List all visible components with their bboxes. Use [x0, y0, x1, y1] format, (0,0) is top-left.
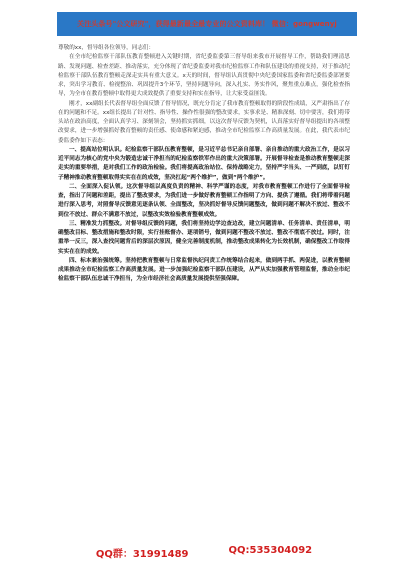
paragraph-1: 在全市纪检监察干部队伍教育整顿进入关键时期，省纪委监委第三督导组来我市开展督导工作，帮助我们理清思路、发现问题、检查差距、推动落实，充分体现了省纪委监委对我市纪检监察工作和队伍建设的重视支持，对于推动纪检监察干部队伍教育整顿走深走实具有重大意义。x天的时间，督导组认真贯彻中央纪委国家监委和省纪委监委部署要求，突出学习教育、检视整治、巩固提升3个环节，坚持问题导向，深入扎实、务实作风，聚焦重点难点，强化检查指导，为全市在教育整顿中取得更大成效提供了重要支持和实在指导，让大家受益匪浅。 [58, 54, 350, 98]
banner-text: 关注头条号"公文研究"，获得最新最全最专业的公文资料库！ 微信：gongwenyj [77, 20, 337, 28]
document-body [58, 44, 350, 532]
section-2: 二、全面深入促认领。这次督导组以高度负责的精神、科学严谨的态度，对我市教育整顿工作进行了全面督导检查，指出了问题和差距，提出了整改要求，为我们进一步做好教育整顿工作指明了方向、提供了遵循。我们将带着问题进行深入思考，对照督导反馈意见逐条认领、全面整改，坚决抓好督导反馈问题整改，做到问题不解决不放过、整改不到位不放过、群众不满意不放过，以整改实效检验教育整顿成效。 [58, 183, 350, 218]
qq-label: QQ:535304092 [228, 545, 313, 556]
section-4: 四、标本兼治强统筹。坚持把教育整顿与日常监督执纪问责工作统筹结合起来，做到两手抓、两促进，以教育整顿成果推动全市纪检监察工作高质量发展。进一步加强纪检监察干部队伍建设，从严从实加强教育管理监督，推动全市纪检监察干部队伍忠诚干净担当，为全市经济社会高质量发展提供坚强保障。 [58, 257, 350, 283]
qq-group-label: QQ群：31991489 [95, 549, 189, 560]
paragraph-2: 刚才，xx副组长代表督导组全面反馈了督导情况，既充分肯定了我市教育整顿取得的阶段性成绩，又严肃指出了存在的问题和不足。xx组长提出了针对性、指导性、操作性很强的整改要求，实事求是、精准深刻、切中要害，我们将带头站在政治高度，全面认真学习、深刻领会，坚持抓实抓细，以这次督导反馈为契机，认真落实好督导组提出的各项整改要求，进一步增强抓好教育整顿的责任感、使命感和紧迫感，推动全市纪检监察工作高质量发展。在此，我代表市纪委监委作如下表态： [58, 100, 350, 144]
section-3: 三、精准发力抓整改。对督导组反馈的问题，我们将坚持边学边查边改，建立问题清单、任务清单、责任清单，明确整改目标、整改措施和整改时限，实行挂账督办、逐项销号，做到问题不整改不放过、整改不彻底不放过。同时，注重举一反三，深入查找问题背后的深层次原因，健全完善制度机制，推动整改成果转化为长效机制，确保整改工作取得实实在在的成效。 [58, 220, 350, 255]
contact-footer [0, 545, 408, 559]
section-1: 一、提高站位明认识。纪检监察干部队伍教育整顿，是习近平总书记亲自部署、亲自推动的重大政治工作，是以习近平同志为核心的党中央为锻造忠诚干净担当的纪检监察铁军作出的重大决策部署。开展督导检查是推动教育整顿走深走实的重要举措，是对我们工作的政治检验。我们将提高政治站位、保持战略定力，坚持严字当头、一严到底，以钉钉子精神推动教育整顿取得实实在在的成效，坚决扛起“两个维护”，做到“两个维护”。 [58, 146, 350, 181]
wechat-promo-banner [57, 12, 357, 36]
opening-salutation: 尊敬的xx，督导组各位领导，同志们： [58, 45, 155, 51]
